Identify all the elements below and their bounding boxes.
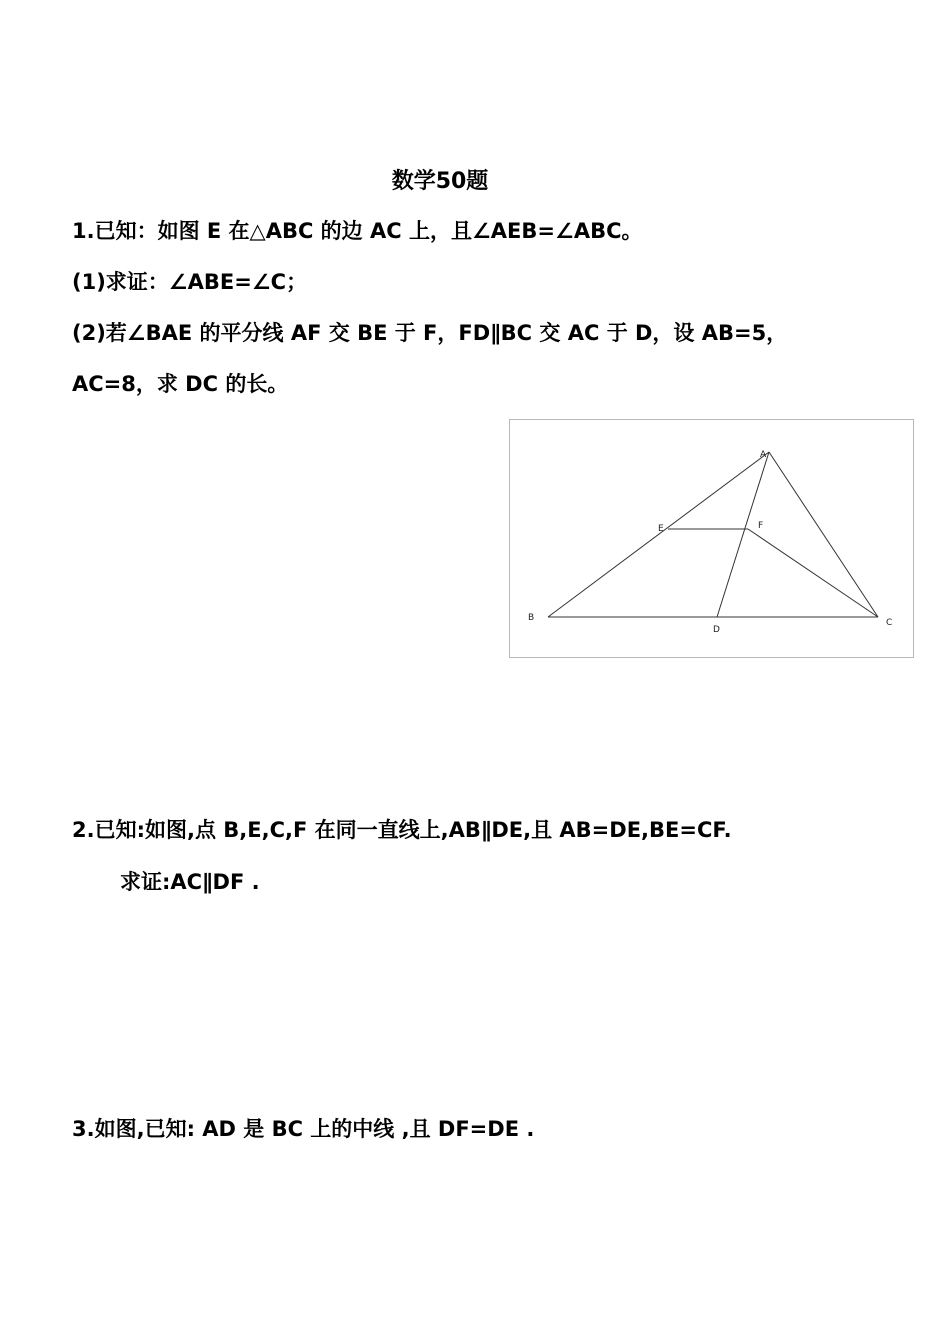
label-f: F [758,521,764,531]
q1-line1: 1.已知：如图 E 在△ABC 的边 AC 上，且∠AEB=∠ABC。 [72,219,643,243]
label-d: D [713,625,720,635]
segment-ac [769,452,878,617]
q3-line1: 3.如图,已知: AD 是 BC 上的中线 ,且 DF=DE . [72,1117,535,1141]
segment-ad [717,452,769,617]
q1-line2: (1)求证：∠ABE=∠C； [72,270,308,294]
q1-line4: AC=8，求 DC 的长。 [72,372,289,396]
triangle-figure [509,419,914,658]
label-a: A [760,450,767,460]
label-c: C [886,618,893,628]
triangle-diagram [510,420,913,657]
q1-line3: (2)若∠BAE 的平分线 AF 交 BE 于 F，FD∥BC 交 AC 于 D，设 AB=5， [72,321,788,345]
segment-ab [548,452,769,617]
page-title: 数学50题 [391,169,489,194]
q2-line2: 求证:AC∥DF . [120,870,260,894]
segment-fc [748,529,878,617]
label-e: E [658,524,664,534]
label-b: B [528,613,535,623]
q2-line1: 2.已知:如图,点 B,E,C,F 在同一直线上,AB∥DE,且 AB=DE,BE=CF. [72,818,732,842]
